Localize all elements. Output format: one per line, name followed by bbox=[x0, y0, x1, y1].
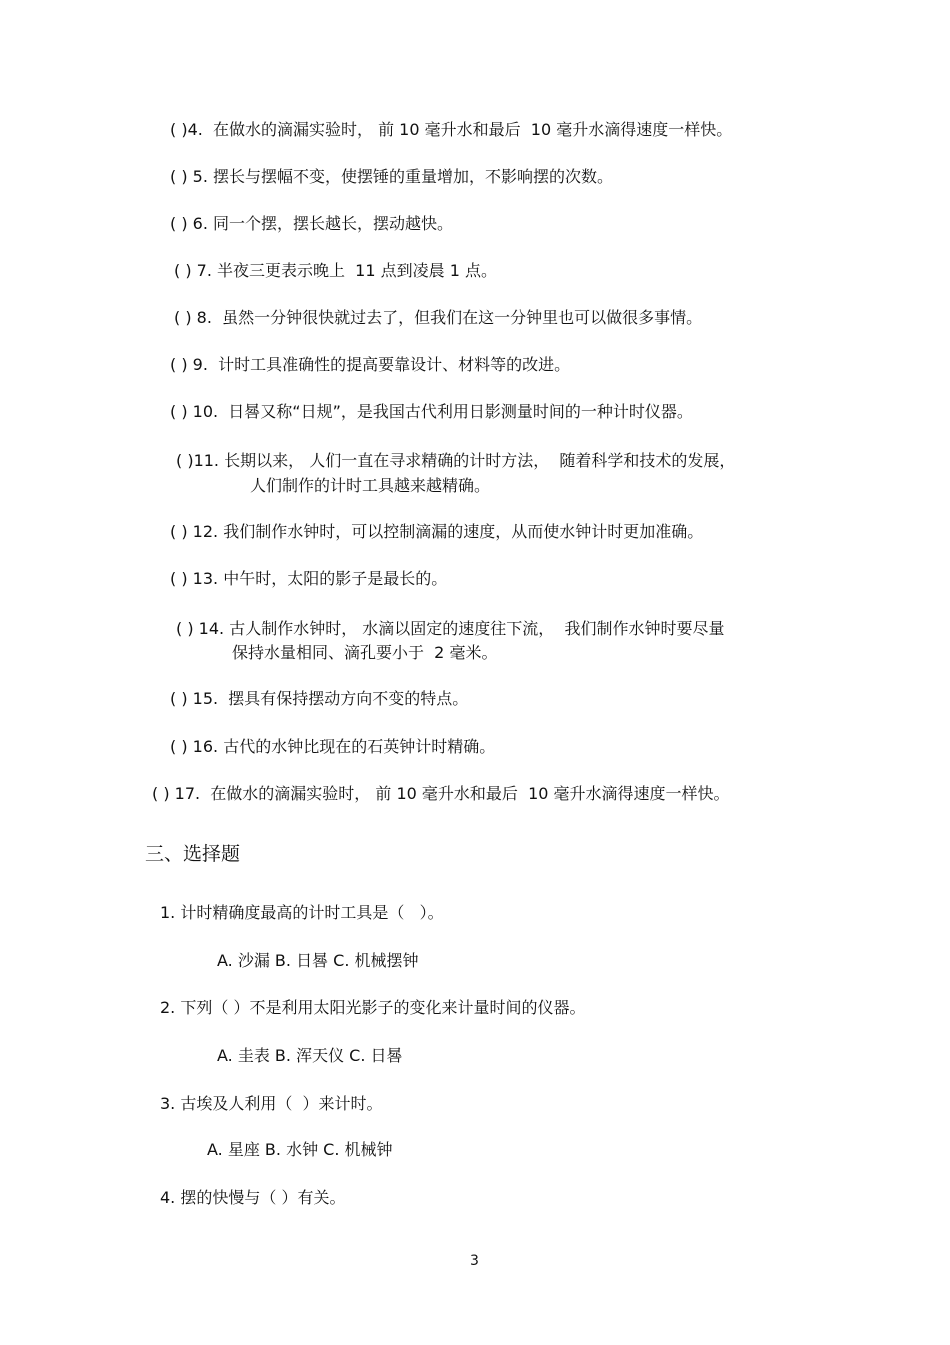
question-item: 2. 下列（ ）不是利用太阳光影子的变化来计量时间的仪器。 bbox=[160, 998, 586, 1017]
question-item: 3. 古埃及人利用（ ）来计时。 bbox=[160, 1094, 383, 1113]
question-item: 4. 摆的快慢与（ ）有关。 bbox=[160, 1188, 346, 1207]
question-options: A. 沙漏 B. 日晷 C. 机械摆钟 bbox=[217, 951, 419, 970]
judgment-item: ( ) 7. 半夜三更表示晚上 11 点到凌晨 1 点。 bbox=[174, 261, 497, 280]
judgment-item: ( ) 15. 摆具有保持摆动方向不变的特点。 bbox=[170, 689, 469, 708]
section-title: 三、选择题 bbox=[145, 843, 241, 865]
question-options: A. 圭表 B. 浑天仪 C. 日晷 bbox=[217, 1046, 403, 1065]
judgment-item: ( ) 10. 日晷又称“日规”，是我国古代利用日影测量时间的一种计时仪器。 bbox=[170, 402, 693, 421]
judgment-item: ( ) 5. 摆长与摆幅不变，使摆锤的重量增加，不影响摆的次数。 bbox=[170, 167, 614, 186]
judgment-item: ( ) 14. 古人制作水钟时， 水滴以固定的速度往下流， 我们制作水钟时要尽量 bbox=[176, 619, 725, 638]
judgment-item: ( )11. 长期以来， 人们一直在寻求精确的计时方法， 随着科学和技术的发展， bbox=[176, 451, 736, 470]
judgment-item: ( ) 13. 中午时，太阳的影子是最长的。 bbox=[170, 569, 448, 588]
judgment-item-continuation: 人们制作的计时工具越来越精确。 bbox=[250, 476, 491, 495]
judgment-item: ( )4. 在做水的滴漏实验时， 前 10 毫升水和最后 10 毫升水滴得速度一样快。 bbox=[170, 120, 733, 139]
judgment-item: ( ) 9. 计时工具准确性的提高要靠设计、材料等的改进。 bbox=[170, 355, 571, 374]
judgment-item-continuation: 保持水量相同、滴孔要小于 2 毫米。 bbox=[232, 643, 498, 662]
judgment-item: ( ) 16. 古代的水钟比现在的石英钟计时精确。 bbox=[170, 737, 496, 756]
judgment-item: ( ) 8. 虽然一分钟很快就过去了，但我们在这一分钟里也可以做很多事情。 bbox=[174, 308, 703, 327]
judgment-item: ( ) 12. 我们制作水钟时，可以控制滴漏的速度，从而使水钟计时更加准确。 bbox=[170, 522, 704, 541]
question-options: A. 星座 B. 水钟 C. 机械钟 bbox=[207, 1140, 393, 1159]
question-item: 1. 计时精确度最高的计时工具是（ ）。 bbox=[160, 903, 444, 922]
judgment-item: ( ) 6. 同一个摆，摆长越长，摆动越快。 bbox=[170, 214, 454, 233]
judgment-item: ( ) 17. 在做水的滴漏实验时， 前 10 毫升水和最后 10 毫升水滴得速度一样快。 bbox=[152, 784, 730, 803]
page-number: 3 bbox=[470, 1253, 479, 1269]
